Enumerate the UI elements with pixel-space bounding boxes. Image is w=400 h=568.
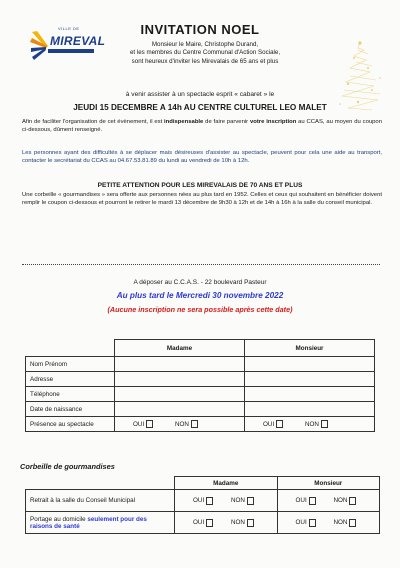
non-option[interactable] xyxy=(333,519,356,527)
checkbox[interactable] xyxy=(206,519,213,527)
text-part: Afin de faciliter l'organisation de cet évènement, il est xyxy=(22,119,165,125)
non-option[interactable] xyxy=(175,420,198,428)
row-label: Téléphone xyxy=(26,387,115,402)
form-header-row xyxy=(26,340,375,357)
basket-paragraph: Une corbeille « gourmandises » sera offerte aux personnes nées au plus tard en 1952. Celles et ceux qui souhaitent en bénéficier doivent remplir le coupon ci-dessous et pourront le retirer le mardi 13 décembre de 9h30 à 12h et de 14h à 16h à la salle du conseil municipal. xyxy=(22,192,382,206)
row-label xyxy=(26,512,175,534)
intro-line: et les membres du Centre Communal d'Action Sociale, xyxy=(129,49,281,57)
oui-option[interactable] xyxy=(249,420,283,428)
row-label: Nom Prénom xyxy=(26,357,115,372)
row-label: Retrait à la salle du Conseil Municipal xyxy=(26,490,175,512)
non-option[interactable] xyxy=(333,497,356,505)
form-row xyxy=(26,387,375,402)
basket-section-title: Corbeille de gourmandises xyxy=(20,462,115,471)
registration-form xyxy=(25,339,375,432)
attendance-madame xyxy=(115,417,245,432)
empty-cell xyxy=(26,340,115,357)
column-monsieur: Monsieur xyxy=(277,477,380,490)
basket-form xyxy=(25,476,380,534)
deadline: Au plus tard le Mercredi 30 novembre 2022 xyxy=(116,291,284,300)
oui-option[interactable] xyxy=(179,497,213,505)
emphasis-text: indispensable xyxy=(164,119,204,125)
form-row xyxy=(26,357,375,372)
text-part: Portage au domicile xyxy=(30,515,88,523)
text-part: au CCAS, au moyen du coupon ci-dessous, dûment renseigné. xyxy=(22,119,382,133)
oui-label: OUI xyxy=(133,420,145,428)
checkbox[interactable] xyxy=(206,497,213,505)
emphasis-text: votre inscription xyxy=(249,119,297,125)
logo-name: MIREVAL xyxy=(50,34,106,48)
phone-field-monsieur[interactable] xyxy=(245,387,375,402)
delivery-madame xyxy=(175,512,278,534)
checkbox[interactable] xyxy=(309,519,316,527)
column-madame: Madame xyxy=(175,477,278,490)
oui-option[interactable] xyxy=(179,519,213,527)
oui-option[interactable] xyxy=(119,420,153,428)
non-option[interactable] xyxy=(305,420,328,428)
oui-label: OUI xyxy=(193,497,205,505)
checkbox[interactable] xyxy=(309,497,316,505)
birthdate-field-monsieur[interactable] xyxy=(245,402,375,417)
cut-line xyxy=(22,264,380,265)
checkbox[interactable] xyxy=(247,497,254,505)
form-header-row xyxy=(26,477,380,490)
non-label: NON xyxy=(230,519,245,527)
oui-label: OUI xyxy=(295,519,307,527)
non-label: NON xyxy=(333,519,348,527)
oui-label: OUI xyxy=(295,497,307,505)
address-field-madame[interactable] xyxy=(115,372,245,387)
intro-line: Monsieur le Maire, Christophe Durand, xyxy=(151,41,259,48)
empty-cell xyxy=(26,477,175,490)
checkbox[interactable] xyxy=(191,420,198,428)
form-row xyxy=(26,512,380,534)
birthdate-field-madame[interactable] xyxy=(115,402,245,417)
pickup-monsieur xyxy=(277,490,380,512)
form-row xyxy=(26,417,375,432)
oui-option[interactable] xyxy=(282,497,316,505)
intro-line: sont heureux d'inviter les Mirevalais de 65 ans et plus xyxy=(131,57,279,65)
delivery-monsieur xyxy=(277,512,380,534)
non-option[interactable] xyxy=(231,519,254,527)
column-monsieur: Monsieur xyxy=(245,340,375,357)
event-date: JEUDI 15 DECEMBRE A 14h AU CENTRE CULTUREL LEO MALET xyxy=(73,103,327,112)
address-field-monsieur[interactable] xyxy=(245,372,375,387)
row-label: Adresse xyxy=(26,372,115,387)
name-field-monsieur[interactable] xyxy=(245,357,375,372)
non-label: NON xyxy=(174,420,189,428)
subheading: PETITE ATTENTION POUR LES MIREVALAIS DE 70 ANS ET PLUS xyxy=(97,182,303,189)
transport-paragraph: Les personnes ayant des difficultés à se déplacer mais désireuses d'assister au spectacle, peuvent pour cela une aide au transport, contacter le secrétariat du CCAS au 04.67.53.81.89 du lundi au vendredi de 10h à 12h. xyxy=(22,150,382,164)
non-label: NON xyxy=(304,420,319,428)
drop-off-address: A déposer au C.C.A.S. - 22 boulevard Pasteur xyxy=(133,279,267,286)
emphasis-text: seulement pour des raisons de santé xyxy=(30,515,147,530)
form-row xyxy=(26,490,380,512)
deadline-warning: (Aucune inscription ne sera possible après cette date) xyxy=(107,305,293,314)
attendance-monsieur xyxy=(245,417,375,432)
checkbox[interactable] xyxy=(349,519,356,527)
row-label: Date de naissance xyxy=(26,402,115,417)
checkbox[interactable] xyxy=(276,420,283,428)
intro-text xyxy=(110,41,300,66)
registration-paragraph xyxy=(22,119,382,134)
form-row xyxy=(26,372,375,387)
text-part: de faire parvenir xyxy=(203,119,250,125)
oui-option[interactable] xyxy=(282,519,316,527)
oui-label: OUI xyxy=(193,519,205,527)
name-field-madame[interactable] xyxy=(115,357,245,372)
checkbox[interactable] xyxy=(349,497,356,505)
phone-field-madame[interactable] xyxy=(115,387,245,402)
non-option[interactable] xyxy=(231,497,254,505)
checkbox[interactable] xyxy=(247,519,254,527)
row-label: Présence au spectacle xyxy=(26,417,115,432)
page-title: INVITATION NOEL xyxy=(140,22,260,37)
logo-bar xyxy=(48,49,94,53)
oui-label: OUI xyxy=(263,420,275,428)
checkbox[interactable] xyxy=(321,420,328,428)
checkbox[interactable] xyxy=(146,420,153,428)
pickup-madame xyxy=(175,490,278,512)
invitation-line: à venir assister à un spectacle esprit « cabaret » le xyxy=(125,91,275,98)
column-madame: Madame xyxy=(115,340,245,357)
form-row xyxy=(26,402,375,417)
logo-small-text: VILLE DE xyxy=(58,26,80,31)
non-label: NON xyxy=(230,497,245,505)
non-label: NON xyxy=(333,497,348,505)
